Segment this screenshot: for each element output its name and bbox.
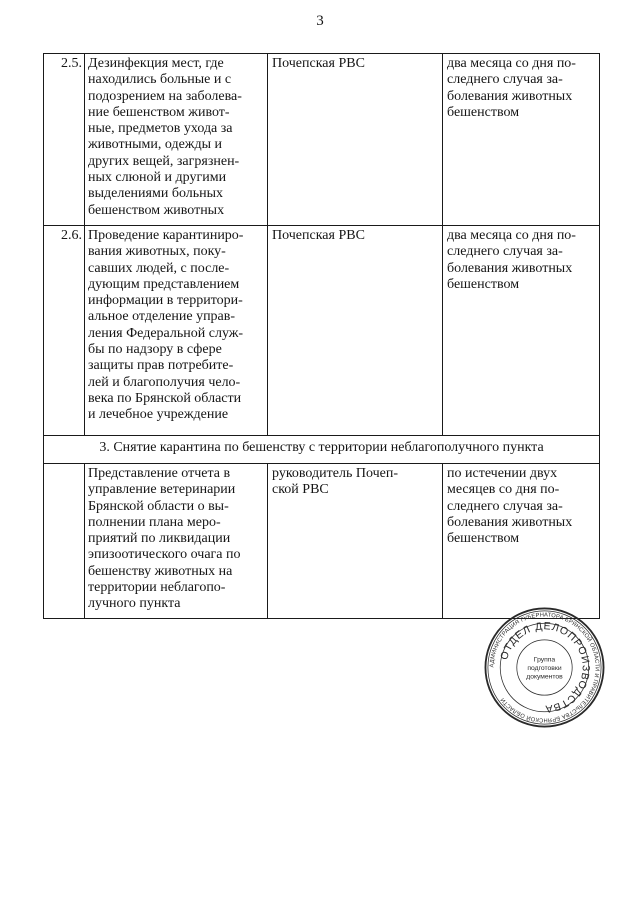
stamp-arc-text: ОТДЕЛ ДЕЛОПРОИЗВОДСТВА	[499, 621, 591, 714]
responsible-cell	[268, 226, 443, 436]
stamp-center-line: подготовки	[527, 664, 562, 672]
responsible-text: Почепская РВС	[272, 56, 365, 71]
action-cell	[85, 54, 268, 226]
section-row	[44, 436, 600, 464]
table-row	[44, 464, 600, 619]
responsible-text: руководитель Почеп- ской РВС	[272, 466, 398, 498]
row-number: 2.6.	[44, 226, 85, 436]
term-cell	[443, 226, 600, 436]
responsible-cell	[268, 464, 443, 619]
action-cell	[85, 226, 268, 436]
responsible-cell	[268, 54, 443, 226]
term-cell	[443, 54, 600, 226]
stamp-center-line: документов	[526, 673, 563, 681]
section-title: 3. Снятие карантина по бешенству с территории неблагополучного пункта	[44, 436, 600, 464]
official-stamp	[483, 606, 606, 729]
action-text: Проведение карантиниро- вания животных, поку- савших людей, с после- дующим представлением информации в территори- альное отделение управ- ления Федеральной служ- бы по надзору в сфере защиты прав потребите- лей и благополучия чело- века по Брянской области и лечебное учреждение	[88, 228, 244, 423]
action-text: Дезинфекция мест, где находились больные и с подозрением на заболева- ние бешенством живот- ные, предметов ухода за животными, одежды и других вещей, загрязнен- ных слюной и другими выделениями больных бешенством животных	[88, 56, 242, 218]
action-cell	[85, 464, 268, 619]
row-number: 2.5.	[44, 54, 85, 226]
action-text: Представление отчета в управление ветеринарии Брянской области о вы- полнении плана меро- приятий по ликвидации эпизоотического очага по бешенству животных на территории неблагопо- лучного пункта	[88, 466, 241, 612]
stamp-ring-text: АДМИНИСТРАЦИЯ ГУБЕРНАТОРА БРЯНСКОЙ ОБЛАСТИ И ПРАВИТЕЛЬСТВА БРЯНСКОЙ ОБЛАСТИ	[489, 612, 600, 723]
term-text: по истечении двух месяцев со дня по- следнего случая за- болевания животных бешенством	[447, 466, 573, 547]
term-cell	[443, 464, 600, 619]
responsible-text: Почепская РВС	[272, 228, 365, 243]
stamp-center-line: Группа	[533, 656, 556, 664]
table-row	[44, 226, 600, 436]
term-text: два месяца со дня по- следнего случая за- болевания животных бешенством	[447, 228, 576, 292]
measures-table	[43, 53, 600, 619]
page-number: 3	[316, 13, 324, 29]
table-row	[44, 54, 600, 226]
row-number	[44, 464, 85, 619]
term-text: два месяца со дня по- следнего случая за- болевания животных бешенством	[447, 56, 576, 120]
